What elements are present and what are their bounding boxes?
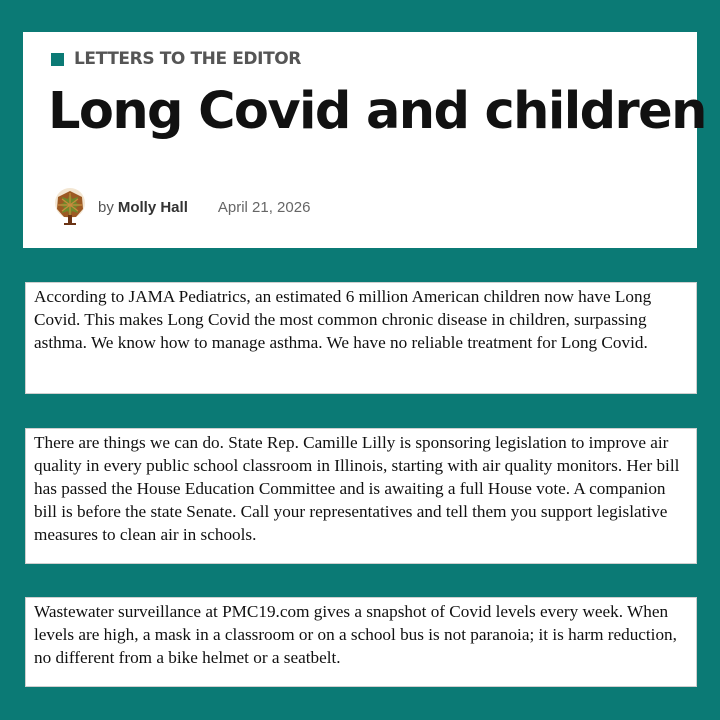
category-tag[interactable]: [51, 49, 301, 69]
paragraph-card-3: [25, 597, 697, 687]
paragraph-1: According to JAMA Pediatrics, an estimated 6 million American children now have Long Covid. This makes Long Covid the most common chronic disease in children, surpassing asthma. We know how to manage asthma. We have no reliable treatment for Long Covid.: [34, 287, 652, 352]
paragraph-card-2: [25, 428, 697, 564]
author-link[interactable]: Molly Hall: [117, 198, 188, 216]
byline-text: [98, 199, 188, 216]
category-label: LETTERS TO THE EDITOR: [74, 49, 302, 69]
byline-prefix: by: [98, 198, 114, 216]
byline: [50, 186, 310, 228]
tree-logo-icon: [50, 187, 90, 227]
article-header: [23, 32, 706, 248]
article-title: Long Covid and children: [48, 82, 706, 141]
paragraph-card-1: [25, 282, 697, 394]
category-square-icon: [51, 53, 64, 66]
publish-date: April 21, 2026: [217, 198, 311, 216]
paragraph-3: Wastewater surveillance at PMC19.com gives a snapshot of Covid levels every week. When levels are high, a mask in a classroom or on a school bus is not paranoia; it is harm reduction, no different from a bike helmet or a seatbelt.: [34, 602, 677, 667]
paragraph-2: There are things we can do. State Rep. Camille Lilly is sponsoring legislation to improve air quality in every public school classroom in Illinois, starting with air quality monitors. Her bill has passed the House Education Committee and is awaiting a full House vote. A companion bill is before the state Senate. Call your representatives and tell them you support legislative measures to clean air in schools.: [34, 433, 680, 544]
